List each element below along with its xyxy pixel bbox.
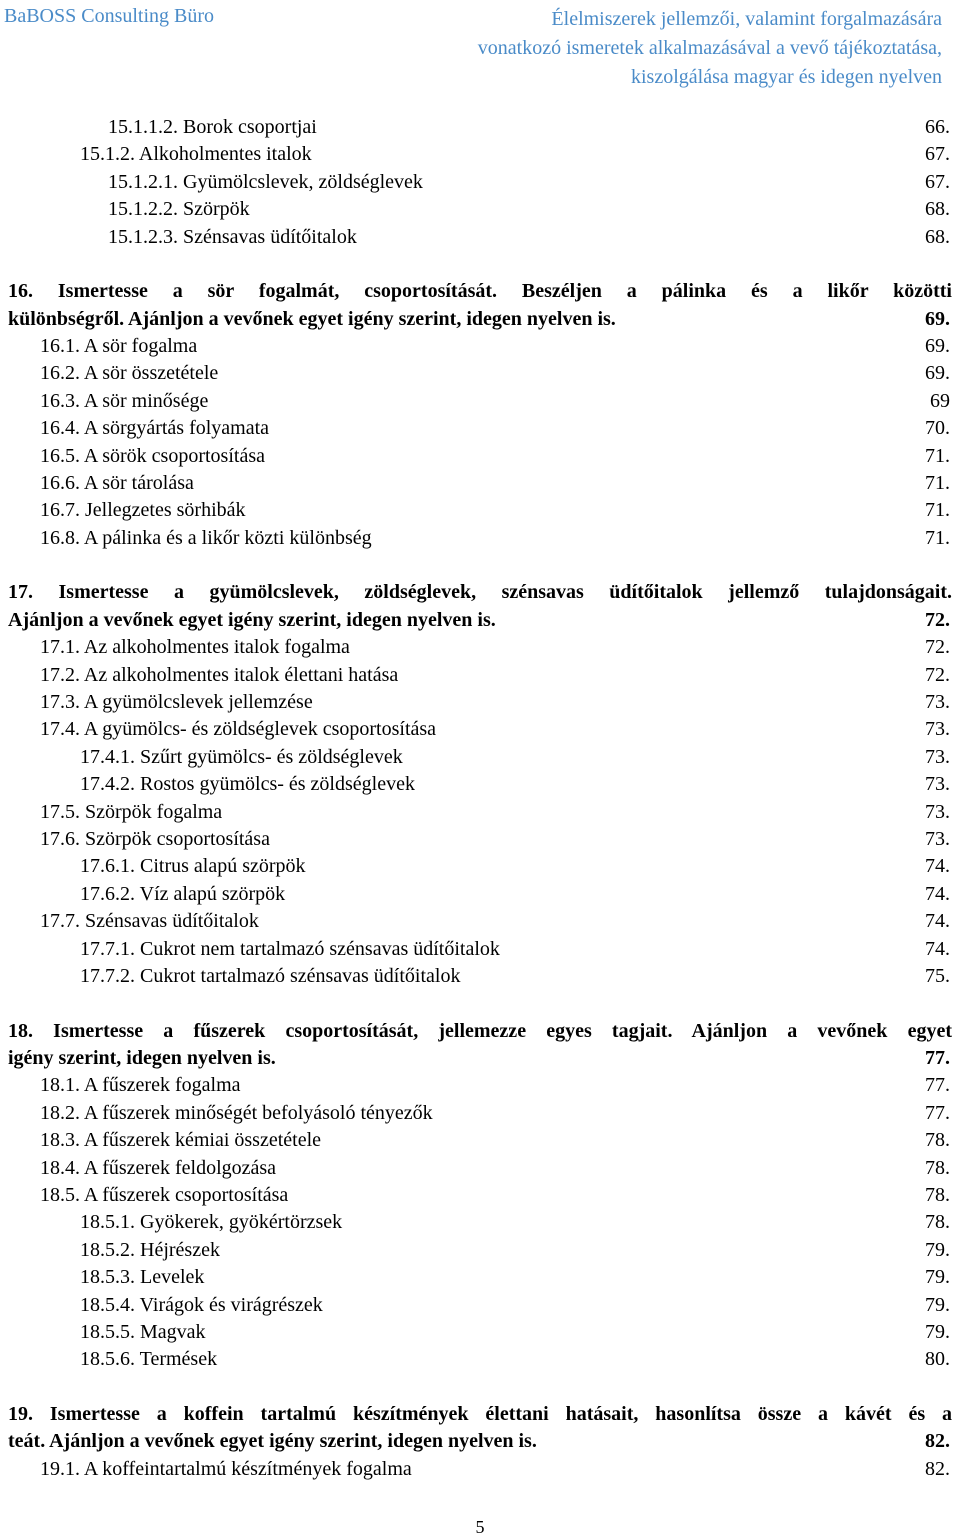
toc-entry-title: 16.8. A pálinka és a likőr közti különbség (40, 526, 372, 549)
section-gap (0, 552, 960, 579)
header-title (478, 5, 942, 92)
toc-heading-line (0, 278, 960, 305)
toc-entry-page: 80. (925, 1348, 950, 1371)
toc-entry-page: 78. (925, 1183, 950, 1206)
section-gap (0, 251, 960, 278)
toc-entry (0, 1292, 960, 1319)
toc-entry-page: 67. (925, 170, 950, 193)
toc-entry-page: 74. (925, 910, 950, 933)
toc-heading-line (0, 607, 960, 634)
toc-entry (0, 169, 960, 196)
toc-entry (0, 196, 960, 223)
toc-entry-title: 15.1.2.3. Szénsavas üdítőitalok (108, 225, 357, 248)
toc-entry (0, 497, 960, 524)
toc-entry-title: 17.3. A gyümölcslevek jellemzése (40, 691, 313, 714)
toc-entry (0, 1319, 960, 1346)
toc-entry (0, 799, 960, 826)
header-title-line-2: vonatkozó ismeretek alkalmazásával a vevő tájékoztatása, (477, 37, 942, 59)
toc-entry-page: 72. (925, 608, 950, 631)
toc-entry (0, 1072, 960, 1099)
toc-entry-title: 17. Ismertesse a gyümölcslevek, zöldséglevek, szénsavas üdítőitalok jellemző tulajdonságait. (8, 581, 952, 604)
toc-entry-title: 18.5.4. Virágok és virágrészek (80, 1293, 323, 1316)
toc-entry-title: 19. Ismertesse a koffein tartalmú készítmények élettani hatásait, hasonlítsa össze a kávét és a (8, 1402, 952, 1425)
toc-entry-page: 79. (925, 1293, 950, 1316)
toc-entry-title: 16.6. A sör tárolása (40, 471, 194, 494)
toc-entry (0, 470, 960, 497)
toc-entry (0, 689, 960, 716)
toc-entry-title: 16. Ismertesse a sör fogalmát, csoportosítását. Beszéljen a pálinka és a likőr közötti (8, 280, 952, 303)
toc-heading-line (0, 306, 960, 333)
toc-entry-title: 16.1. A sör fogalma (40, 335, 198, 358)
toc-entry-title: teát. Ajánljon a vevőnek egyet igény szerint, idegen nyelven is. (8, 1430, 537, 1453)
toc-entry (0, 415, 960, 442)
section-gap (0, 990, 960, 1017)
section-gap (0, 1374, 960, 1401)
toc-heading-line (0, 1018, 960, 1045)
toc-entry (0, 360, 960, 387)
toc-entry-page: 71. (925, 526, 950, 549)
toc-entry-title: igény szerint, idegen nyelven is. (8, 1047, 276, 1069)
toc-entry-page: 73. (925, 800, 950, 823)
toc-heading-line (0, 1401, 960, 1428)
toc-entry (0, 853, 960, 880)
header-company: BaBOSS Consulting Büro (4, 5, 215, 27)
toc-heading-line (0, 579, 960, 606)
toc-entry-title: 17.1. Az alkoholmentes italok fogalma (40, 636, 350, 659)
toc-entry-page: 78. (925, 1211, 950, 1234)
toc-entry-page: 73. (925, 745, 950, 768)
toc-entry (0, 1100, 960, 1127)
toc-entry-title: 16.5. A sörök csoportosítása (40, 444, 265, 467)
toc-entry (0, 1346, 960, 1373)
toc-entry-title: 16.2. A sör összetétele (40, 362, 219, 385)
toc-entry-page: 71. (925, 471, 950, 494)
toc-entry-page: 73. (925, 718, 950, 741)
toc-heading-line (0, 1428, 960, 1455)
toc-entry-page: 75. (925, 964, 950, 987)
toc-entry-title: 18.4. A fűszerek feldolgozása (40, 1156, 277, 1179)
toc-entry-title: 18.2. A fűszerek minőségét befolyásoló tényezők (40, 1101, 433, 1124)
toc-entry-page: 69 (930, 389, 950, 412)
toc-entry (0, 1182, 960, 1209)
toc-entry-page: 82. (925, 1430, 950, 1453)
toc-entry (0, 881, 960, 908)
toc-entry (0, 1456, 960, 1483)
toc-entry-page: 74. (925, 937, 950, 960)
toc-entry (0, 333, 960, 360)
toc-entry-title: 18.5.6. Termések (80, 1348, 218, 1371)
toc-entry (0, 443, 960, 470)
toc-entry-title: 17.4. A gyümölcs- és zöldséglevek csoportosítása (40, 718, 437, 741)
header-title-line-3: kiszolgálása magyar és idegen nyelven (631, 66, 942, 88)
toc-entry (0, 525, 960, 552)
toc-entry (0, 1209, 960, 1236)
toc-entry (0, 388, 960, 415)
toc-entry (0, 634, 960, 661)
toc-entry-title: 15.1.2.1. Gyümölcslevek, zöldséglevek (108, 170, 423, 193)
toc-entry-page: 70. (925, 417, 950, 440)
toc-entry (0, 1264, 960, 1291)
toc-entry-title: 17.2. Az alkoholmentes italok élettani hatása (40, 663, 399, 686)
toc-entry-title: 17.4.2. Rostos gyümölcs- és zöldséglevek (80, 773, 415, 796)
toc-entry-title: 17.6. Szörpök csoportosítása (40, 827, 270, 850)
toc-entry-page: 79. (925, 1266, 950, 1289)
toc-entry (0, 963, 960, 990)
toc-entry (0, 662, 960, 689)
toc-entry-page: 69. (925, 362, 950, 385)
toc-entry-title: 19.1. A koffeintartalmú készítmények fogalma (40, 1457, 412, 1480)
toc-entry-page: 72. (925, 663, 950, 686)
toc-entry-title: Ajánljon a vevőnek egyet igény szerint, idegen nyelven is. (8, 608, 496, 631)
table-of-contents (0, 114, 960, 1483)
toc-entry (0, 114, 960, 141)
toc-entry-page: 69. (925, 307, 950, 330)
toc-entry-page: 69. (925, 335, 950, 358)
toc-entry (0, 936, 960, 963)
toc-entry (0, 716, 960, 743)
toc-entry-title: 18. Ismertesse a fűszerek csoportosítását, jellemezze egyes tagjait. Ajánljon a vevőnek egyet (8, 1019, 952, 1042)
toc-entry-title: 18.3. A fűszerek kémiai összetétele (40, 1129, 322, 1152)
toc-entry-title: 15.1.2. Alkoholmentes italok (80, 143, 312, 166)
toc-entry (0, 1237, 960, 1264)
toc-entry-page: 79. (925, 1238, 950, 1261)
toc-entry-page: 82. (925, 1457, 950, 1480)
toc-entry-title: különbségről. Ajánljon a vevőnek egyet igény szerint, idegen nyelven is. (8, 307, 616, 330)
toc-entry-page: 74. (925, 855, 950, 878)
toc-entry-title: 17.7.1. Cukrot nem tartalmazó szénsavas üdítőitalok (80, 937, 500, 960)
toc-entry (0, 771, 960, 798)
toc-entry-page: 79. (925, 1320, 950, 1343)
toc-entry-page: 73. (925, 773, 950, 796)
toc-entry-page: 77. (925, 1101, 950, 1124)
toc-entry-title: 16.3. A sör minősége (40, 389, 209, 412)
toc-entry-page: 68. (925, 225, 950, 248)
toc-entry-title: 15.1.1.2. Borok csoportjai (108, 116, 317, 138)
toc-entry (0, 1155, 960, 1182)
toc-entry-title: 18.5.5. Magvak (80, 1320, 206, 1343)
toc-entry-title: 18.5.3. Levelek (80, 1266, 205, 1289)
toc-entry-page: 73. (925, 691, 950, 714)
toc-entry-page: 68. (925, 198, 950, 221)
toc-entry-title: 18.1. A fűszerek fogalma (40, 1074, 241, 1097)
toc-heading-line (0, 1045, 960, 1072)
toc-entry-title: 18.5.2. Héjrészek (80, 1238, 220, 1261)
toc-entry-title: 17.6.2. Víz alapú szörpök (80, 882, 286, 905)
toc-entry-page: 67. (925, 143, 950, 166)
toc-entry-page: 73. (925, 827, 950, 850)
toc-entry (0, 826, 960, 853)
header-title-line-1: Élelmiszerek jellemzői, valamint forgalmazására (551, 8, 942, 30)
toc-entry-page: 66. (925, 116, 950, 138)
toc-entry-title: 17.4.1. Szűrt gyümölcs- és zöldséglevek (80, 745, 403, 768)
toc-entry (0, 141, 960, 168)
toc-entry-page: 77. (925, 1074, 950, 1097)
toc-entry-page: 78. (925, 1129, 950, 1152)
toc-entry-title: 17.7.2. Cukrot tartalmazó szénsavas üdítőitalok (80, 964, 461, 987)
toc-entry-title: 18.5. A fűszerek csoportosítása (40, 1183, 289, 1206)
toc-entry-page: 71. (925, 499, 950, 522)
toc-entry-title: 18.5.1. Gyökerek, gyökértörzsek (80, 1211, 343, 1234)
toc-entry (0, 224, 960, 251)
toc-entry-page: 72. (925, 636, 950, 659)
toc-entry (0, 1127, 960, 1154)
toc-entry-page: 77. (925, 1047, 950, 1069)
toc-entry-page: 78. (925, 1156, 950, 1179)
toc-entry-title: 17.7. Szénsavas üdítőitalok (40, 910, 259, 933)
toc-entry-page: 74. (925, 882, 950, 905)
toc-entry-title: 17.5. Szörpök fogalma (40, 800, 223, 823)
toc-entry-title: 15.1.2.2. Szörpök (108, 198, 250, 221)
toc-entry (0, 744, 960, 771)
page-number: 5 (475, 1517, 485, 1537)
toc-entry-page: 71. (925, 444, 950, 467)
toc-entry-title: 16.7. Jellegzetes sörhibák (40, 499, 246, 522)
toc-entry (0, 908, 960, 935)
toc-entry-title: 16.4. A sörgyártás folyamata (40, 417, 270, 440)
toc-entry-title: 17.6.1. Citrus alapú szörpök (80, 855, 306, 878)
